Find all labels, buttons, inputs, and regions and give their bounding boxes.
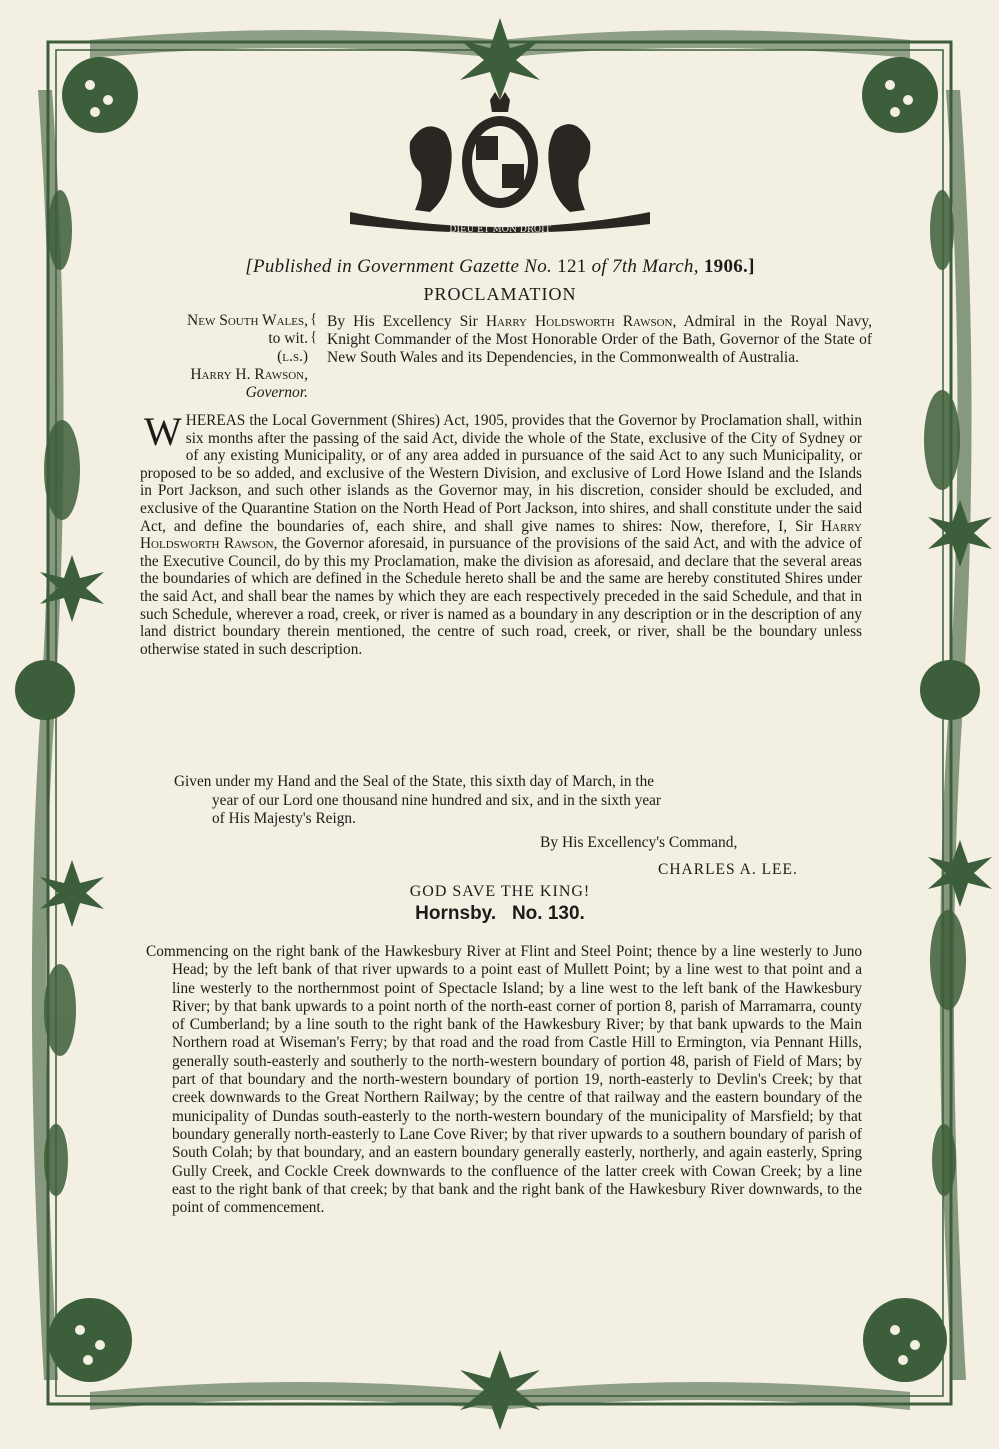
governor-style: By His Excellency Sir Harry Holdsworth Rawson, Admiral in the Royal Navy, Knight Commander of the Most Honorable Order of the Bath, Governor of the State of New South Wales and its Dependencies, in the Commonwealth of Australia. [327,313,872,366]
locus-sigilli: (l.s.) [277,348,308,365]
state-name: New South Wales, [187,312,308,329]
governor-signature: Harry H. Rawson, [190,366,308,383]
command-line: By His Excellency's Command, [540,834,738,851]
whereas-paragraph: W HEREAS the Local Government (Shires) Act, 1905, provides that the Governor by Proclamation shall, within six months after the passing of the said Act, divide the whole of the State, exclusive of the City of Sydney or of any existing Municipality, or of any area added in pursuance of the said Act to any such Municipality, or proposed to be so added, and exclusive of the Western Division, and exclusive of Lord Howe Island and the Islands in Port Jackson, and such other islands as the Governor may, in his discretion, consider should be excluded, and exclusive of the Quarantine Station on the North Head of Port Jackson, into shires, and shall constitute under the said Act, and define the boundaries of, each shire, and shall give names to shires: Now, therefore, I, Sir Harry Holdsworth Rawson, the Governor aforesaid, in pursuance of the provisions of the said Act, and with the advice of the Executive Council, do by this my Proclamation, make the division as aforesaid, and declare that the several areas the boundaries of which are defined in the Schedule hereto shall be and the same are hereby constituted Shires under the said Act, and shall bear the names by which they are each respectively preceded in the said Schedule, and that in such Schedule, wherever a road, creek, or river is named as a boundary in any description or in the description of any land district boundary therein mentioned, the centre of such road, creek, or river, shall be the boundary unless otherwise stated in such description. [140,409,863,658]
to-wit: to wit. [268,330,308,347]
gazette-citation: [Published in Government Gazette No. 121 of 7th March, 1906.] [245,256,755,277]
crest-motto: DIEU ET MON DROIT [449,225,551,235]
signer-name: CHARLES A. LEE. [658,861,798,878]
drop-cap: W [144,409,180,454]
schedule-heading: Hornsby. No. 130. [415,903,585,924]
brace-icon: { { [310,311,318,345]
proclamation-title: PROCLAMATION [423,284,577,304]
royal-coat-of-arms [330,92,670,242]
jurisdiction-block [120,312,308,402]
god-save-the-king: GOD SAVE THE KING! [409,883,591,900]
schedule-description: Commencing on the right bank of the Hawkesbury River at Flint and Steel Point; thence by a line westerly to Juno Head; by the left bank of that river upwards to a point east of Mullett Point; by a line west to that point and a line westerly to the northernmost point of Spectacle Island; by a line west to the left bank of the Hawkesbury River; by that bank upwards to a point north of the north-east corner of portion 8, parish of Marramarra, county of Cumberland; by a line south to the right bank of the Hawkesbury River; by that bank upwards to the Main Northern road at Wiseman's Ferry; by that road and the road from Castle Hill to Ermington, via Pennant Hills, generally south-easterly and southerly to the north-western boundary of portion 48, parish of Field of Mars; by part of that boundary and the north-western boundary of portion 19, north-easterly to Devlin's Creek; by that creek downwards to the Great Northern Railway; by the centre of that railway and the eastern boundary of the municipality of Dundas south-easterly to the north-western boundary of the municipality of Marsfield; by that boundary generally north-easterly to Lane Cove River; by that river upwards to a southern boundary of parish of South Colah; by that boundary, and an eastern boundary generally easterly, northerly, and again easterly, Spring Gully Creek, and Cockle Creek downwards to the confluence of the latter creek with Cowan Creek; by a line east to the right bank of that creek; by that bank and the right bank of the Hawkesbury River downwards, to the point of commencement. [146,943,862,1217]
governor-title: Governor. [245,384,308,401]
given-under-hand: Given under my Hand and the Seal of the State, this sixth day of March, in the year of our Lord one thousand nine hundred and six, and in the sixth year of His Majesty's Reign. [174,773,662,827]
